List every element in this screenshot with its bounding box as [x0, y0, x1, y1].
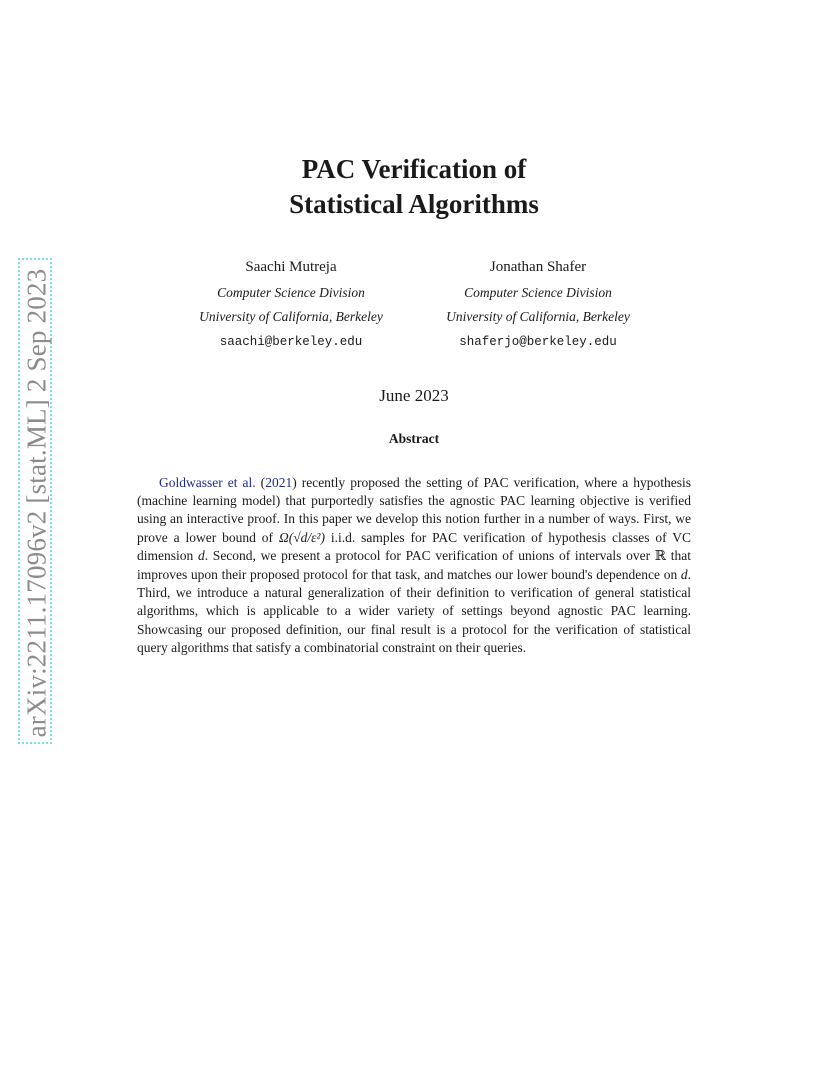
- abstract-text-part-1: recently proposed the setting of PAC verification, where a hypothesis (machine learning model) that purportedly satisfies the agnostic PAC learning objective is verified using an interactive proof. In this paper we develop this notion further in a number of ways. First, we prove a lower bound of: [137, 474, 691, 545]
- paper-title-line-2: Statistical Algorithms: [289, 189, 539, 219]
- author-email: shaferjo@berkeley.edu: [459, 335, 617, 349]
- author-name: Jonathan Shafer: [489, 259, 587, 275]
- paper-date: June 2023: [379, 386, 449, 405]
- variable-d: d: [680, 566, 688, 582]
- author-block-2: [408, 256, 668, 355]
- paper-title: [0, 152, 828, 222]
- citation-close-paren: ): [292, 474, 297, 490]
- author-name: Saachi Mutreja: [245, 259, 337, 275]
- abstract-heading: Abstract: [388, 431, 440, 446]
- arxiv-stamp-frame: [18, 258, 52, 744]
- citation-year-link[interactable]: 2021: [265, 474, 293, 490]
- author-block-1: [161, 256, 421, 355]
- author-university: University of California, Berkeley: [446, 309, 630, 324]
- arxiv-stamp: arXiv:2211.17096v2 [stat.ML] 2 Sep 2023: [21, 268, 52, 738]
- author-university: University of California, Berkeley: [199, 309, 383, 324]
- citation-authors-link[interactable]: Goldwasser et al.: [159, 474, 256, 490]
- abstract-text-part-3: . Second, we present a protocol for PAC verification of unions of intervals over ℝ that improves upon their proposed protocol for that task, and matches our lower bound's dependence on: [137, 548, 691, 582]
- author-email: saachi@berkeley.edu: [219, 335, 363, 349]
- variable-d: d: [197, 548, 205, 564]
- abstract-text-part-2: i.i.d. samples for PAC verification of hypothesis classes of VC dimension: [137, 529, 691, 564]
- paper-title-line-1: PAC Verification of: [301, 154, 527, 184]
- abstract-body: [137, 474, 691, 658]
- lower-bound-expression: Ω(√d/ε²): [278, 529, 325, 545]
- abstract-text-part-4: . Third, we introduce a natural generalization of their definition to verification of general statistical algorithms, which is applicable to a wider variety of settings beyond agnostic PAC learning. Showcasing our proposed definition, our final result is a protocol for the verification of statistical query algorithms that satisfy a combinatorial constraint on their queries.: [137, 566, 691, 656]
- author-department: Computer Science Division: [217, 285, 365, 300]
- author-department: Computer Science Division: [464, 285, 612, 300]
- citation-open-paren: (: [255, 474, 266, 490]
